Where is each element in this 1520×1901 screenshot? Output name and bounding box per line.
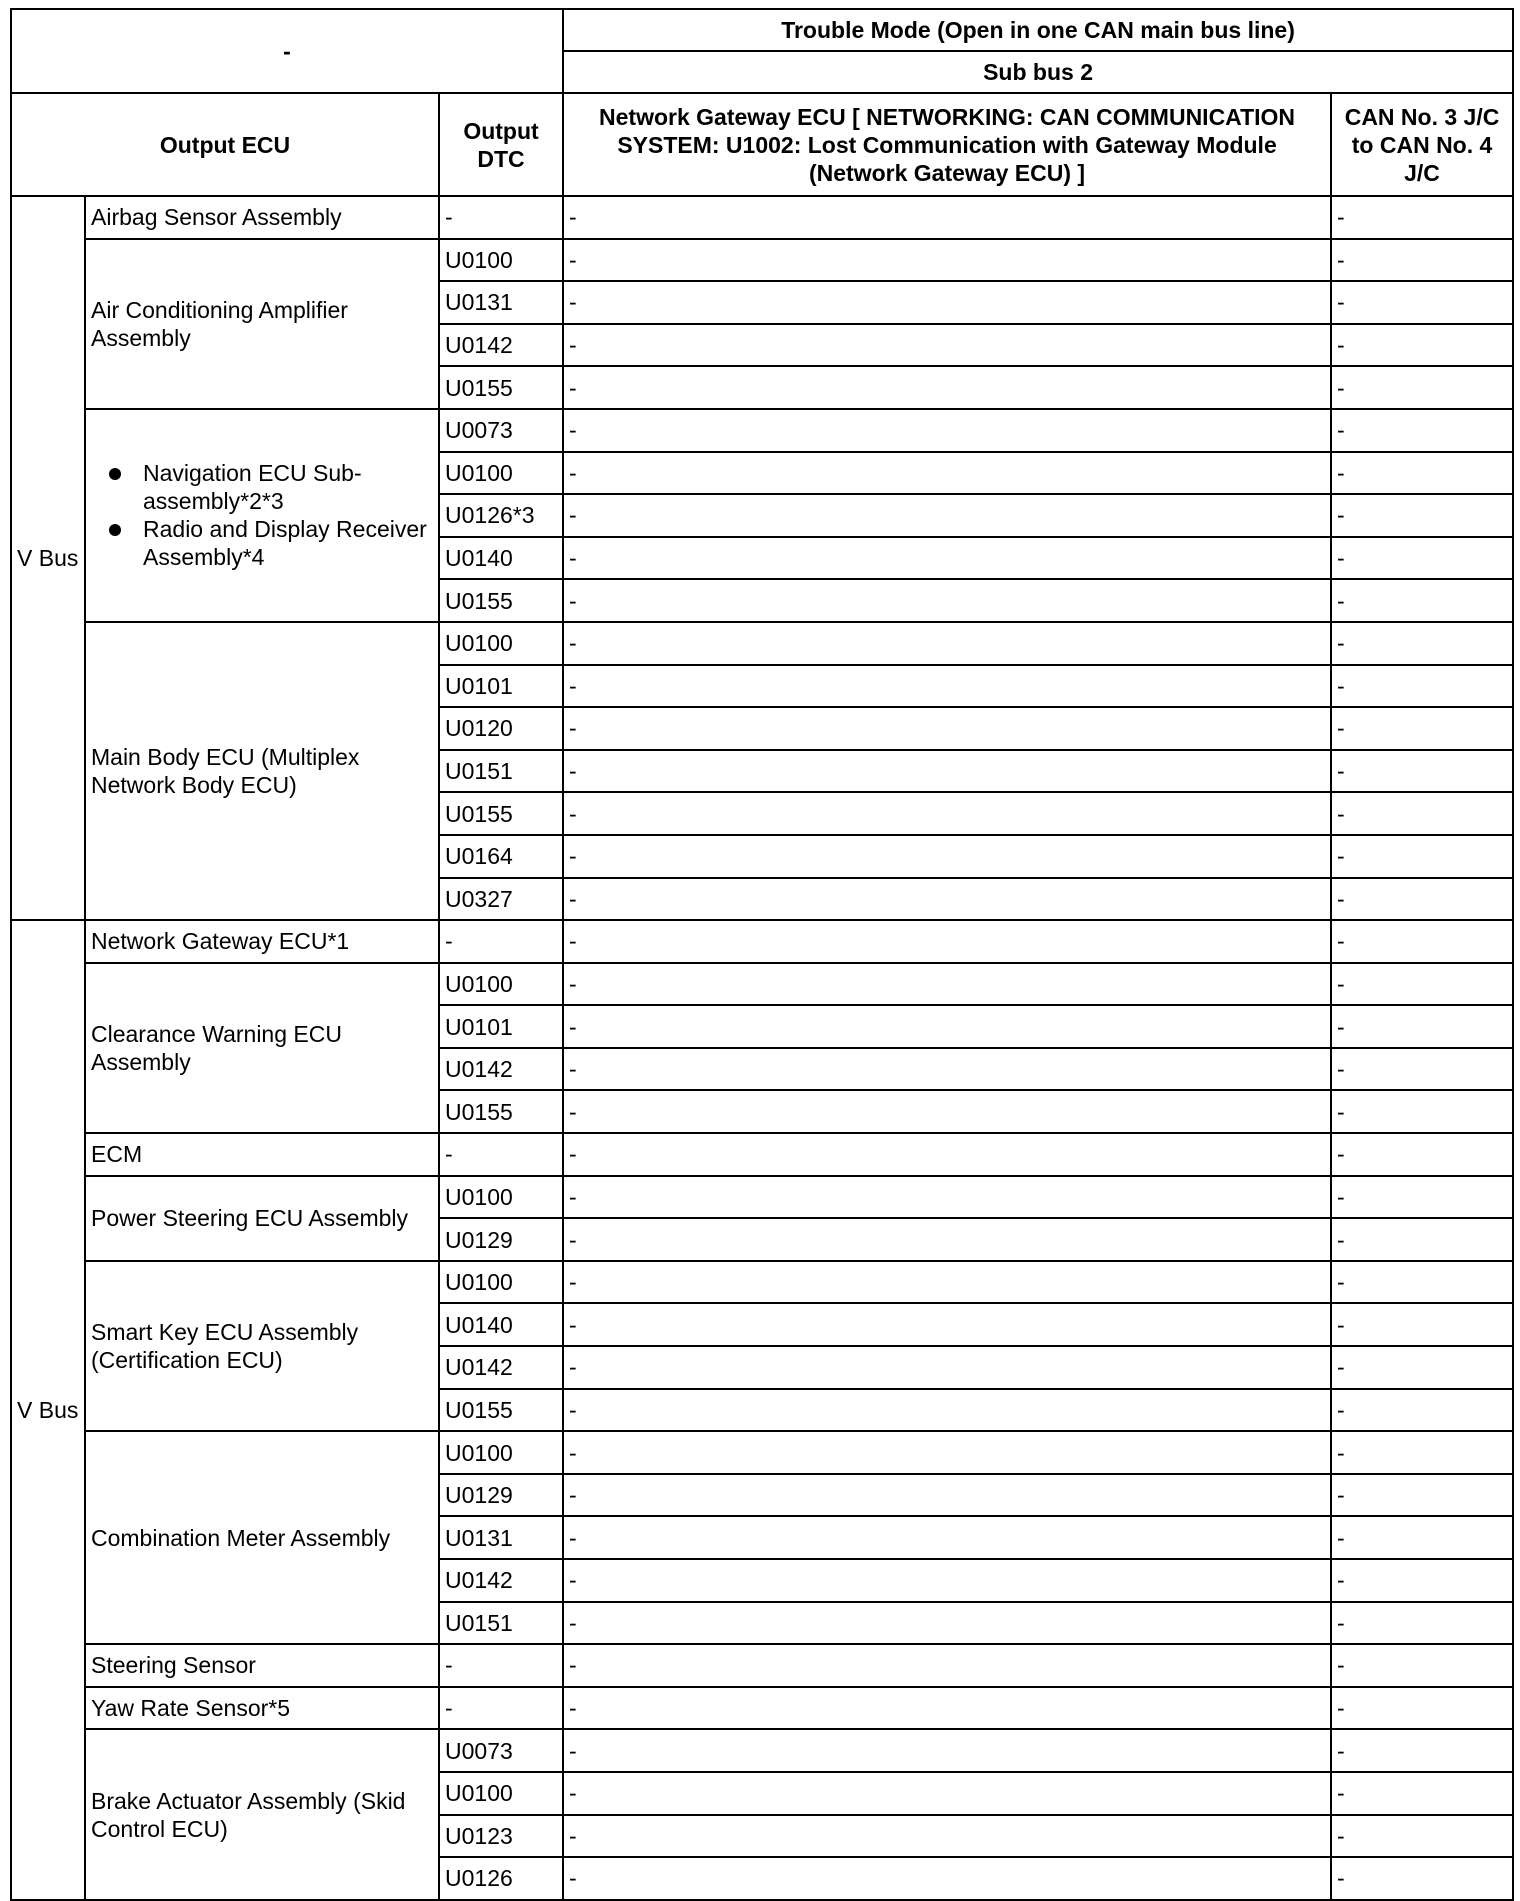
table-row	[11, 409, 1513, 452]
output-ecu-header: Output ECU	[11, 93, 439, 196]
can-cell: -	[1331, 196, 1513, 239]
table-row	[11, 920, 1513, 963]
can-cell: -	[1331, 239, 1513, 282]
gateway-cell: -	[563, 537, 1331, 580]
can-cell: -	[1331, 1261, 1513, 1304]
dtc-cell: -	[439, 196, 563, 239]
gateway-cell: -	[563, 1602, 1331, 1645]
trouble-mode-table	[10, 8, 1514, 1901]
dtc-cell: U0155	[439, 366, 563, 409]
dtc-cell: U0100	[439, 622, 563, 665]
dtc-cell: U0126*3	[439, 494, 563, 537]
bullet-icon	[109, 524, 121, 536]
can-cell: -	[1331, 707, 1513, 750]
table-row	[11, 1176, 1513, 1219]
can-cell: -	[1331, 878, 1513, 921]
dtc-cell: U0073	[439, 1729, 563, 1772]
dtc-cell: U0129	[439, 1474, 563, 1517]
gateway-cell: -	[563, 1303, 1331, 1346]
ecu-name: Power Steering ECU Assembly	[85, 1176, 439, 1261]
can-cell: -	[1331, 1815, 1513, 1858]
can-cell: -	[1331, 1474, 1513, 1517]
gateway-cell: -	[563, 707, 1331, 750]
corner-cell: -	[11, 9, 563, 93]
dtc-cell: -	[439, 1644, 563, 1687]
ecu-list-item-label: Radio and Display Receiver Assembly*4	[143, 516, 427, 571]
dtc-cell: U0123	[439, 1815, 563, 1858]
gateway-cell: -	[563, 1729, 1331, 1772]
can-cell: -	[1331, 1602, 1513, 1645]
ecu-name: Brake Actuator Assembly (Skid Control ECU)	[85, 1729, 439, 1899]
ecu-name: Air Conditioning Amplifier Assembly	[85, 239, 439, 409]
gateway-cell: -	[563, 1772, 1331, 1815]
table-row	[11, 196, 1513, 239]
gateway-cell: -	[563, 1857, 1331, 1900]
can-no3-header: CAN No. 3 J/C to CAN No. 4 J/C	[1331, 93, 1513, 196]
ecu-name: Steering Sensor	[85, 1644, 439, 1687]
dtc-cell: U0126	[439, 1857, 563, 1900]
gateway-cell: -	[563, 622, 1331, 665]
can-cell: -	[1331, 1431, 1513, 1474]
gateway-cell: -	[563, 1389, 1331, 1432]
dtc-cell: -	[439, 1687, 563, 1730]
table-row	[11, 1729, 1513, 1772]
table-row	[11, 1687, 1513, 1730]
dtc-cell: U0142	[439, 1048, 563, 1091]
can-cell: -	[1331, 1090, 1513, 1133]
table-row	[11, 1133, 1513, 1176]
ecu-list-item	[109, 459, 433, 515]
can-cell: -	[1331, 1644, 1513, 1687]
table-row	[11, 1431, 1513, 1474]
dtc-cell: U0100	[439, 1772, 563, 1815]
gateway-cell: -	[563, 1090, 1331, 1133]
gateway-cell: -	[563, 963, 1331, 1006]
can-cell: -	[1331, 1772, 1513, 1815]
gateway-cell: -	[563, 281, 1331, 324]
gateway-cell: -	[563, 792, 1331, 835]
dtc-cell: U0100	[439, 1176, 563, 1219]
dtc-cell: U0142	[439, 1346, 563, 1389]
dtc-cell: U0101	[439, 665, 563, 708]
table-row	[11, 1261, 1513, 1304]
gateway-cell: -	[563, 1133, 1331, 1176]
can-cell: -	[1331, 452, 1513, 495]
ecu-name	[85, 409, 439, 622]
can-cell: -	[1331, 1005, 1513, 1048]
header-row-1	[11, 9, 1513, 51]
ecu-name: Main Body ECU (Multiplex Network Body ECU)	[85, 622, 439, 920]
dtc-cell: -	[439, 1133, 563, 1176]
gateway-cell: -	[563, 1176, 1331, 1219]
dtc-cell: U0073	[439, 409, 563, 452]
dtc-cell: U0142	[439, 1559, 563, 1602]
table-row	[11, 1644, 1513, 1687]
dtc-cell: U0155	[439, 579, 563, 622]
gateway-cell: -	[563, 1005, 1331, 1048]
gateway-cell: -	[563, 1559, 1331, 1602]
dtc-cell: U0101	[439, 1005, 563, 1048]
gateway-cell: -	[563, 1474, 1331, 1517]
gateway-cell: -	[563, 1261, 1331, 1304]
gateway-cell: -	[563, 1644, 1331, 1687]
dtc-cell: U0164	[439, 835, 563, 878]
trouble-mode-header: Trouble Mode (Open in one CAN main bus line)	[563, 9, 1513, 51]
header-row-3	[11, 93, 1513, 196]
gateway-cell: -	[563, 878, 1331, 921]
ecu-list-item	[109, 515, 433, 571]
dtc-cell: U0151	[439, 1602, 563, 1645]
output-dtc-header: Output DTC	[439, 93, 563, 196]
dtc-cell: U0140	[439, 1303, 563, 1346]
dtc-cell: U0327	[439, 878, 563, 921]
can-cell: -	[1331, 835, 1513, 878]
gateway-cell: -	[563, 1516, 1331, 1559]
dtc-cell: U0100	[439, 1431, 563, 1474]
can-cell: -	[1331, 1346, 1513, 1389]
bus-label: V Bus	[11, 196, 85, 920]
can-cell: -	[1331, 1559, 1513, 1602]
dtc-cell: U0100	[439, 1261, 563, 1304]
gateway-cell: -	[563, 366, 1331, 409]
ecu-name: Airbag Sensor Assembly	[85, 196, 439, 239]
table-row	[11, 622, 1513, 665]
can-cell: -	[1331, 281, 1513, 324]
table-row	[11, 239, 1513, 282]
can-cell: -	[1331, 1857, 1513, 1900]
can-cell: -	[1331, 1176, 1513, 1219]
ecu-list-item-label: Navigation ECU Sub-assembly*2*3	[143, 460, 362, 515]
table-body	[11, 9, 1513, 1900]
can-cell: -	[1331, 366, 1513, 409]
dtc-cell: U0129	[439, 1218, 563, 1261]
can-cell: -	[1331, 1218, 1513, 1261]
ecu-name: Combination Meter Assembly	[85, 1431, 439, 1644]
can-cell: -	[1331, 537, 1513, 580]
dtc-cell: U0100	[439, 452, 563, 495]
can-cell: -	[1331, 963, 1513, 1006]
gateway-cell: -	[563, 1346, 1331, 1389]
ecu-list	[91, 459, 433, 571]
gateway-cell: -	[563, 494, 1331, 537]
gateway-cell: -	[563, 835, 1331, 878]
dtc-cell: U0155	[439, 1090, 563, 1133]
can-cell: -	[1331, 665, 1513, 708]
gateway-cell: -	[563, 409, 1331, 452]
dtc-cell: U0155	[439, 792, 563, 835]
can-cell: -	[1331, 1516, 1513, 1559]
network-gateway-header: Network Gateway ECU [ NETWORKING: CAN COMMUNICATION SYSTEM: U1002: Lost Communication with Gateway Module (Network Gateway ECU) ]	[563, 93, 1331, 196]
gateway-cell: -	[563, 324, 1331, 367]
table-row	[11, 963, 1513, 1006]
dtc-cell: U0155	[439, 1389, 563, 1432]
gateway-cell: -	[563, 1048, 1331, 1091]
can-cell: -	[1331, 792, 1513, 835]
can-cell: -	[1331, 579, 1513, 622]
gateway-cell: -	[563, 1687, 1331, 1730]
dtc-cell: U0140	[439, 537, 563, 580]
gateway-cell: -	[563, 750, 1331, 793]
gateway-cell: -	[563, 579, 1331, 622]
can-cell: -	[1331, 622, 1513, 665]
gateway-cell: -	[563, 239, 1331, 282]
ecu-name: Network Gateway ECU*1	[85, 920, 439, 963]
can-cell: -	[1331, 1389, 1513, 1432]
gateway-cell: -	[563, 1815, 1331, 1858]
dtc-cell: U0142	[439, 324, 563, 367]
gateway-cell: -	[563, 1431, 1331, 1474]
dtc-cell: U0131	[439, 1516, 563, 1559]
can-cell: -	[1331, 750, 1513, 793]
dtc-cell: U0120	[439, 707, 563, 750]
dtc-cell: U0151	[439, 750, 563, 793]
gateway-cell: -	[563, 1218, 1331, 1261]
sub-bus-header: Sub bus 2	[563, 51, 1513, 93]
gateway-cell: -	[563, 665, 1331, 708]
can-cell: -	[1331, 1687, 1513, 1730]
gateway-cell: -	[563, 196, 1331, 239]
dtc-cell: U0100	[439, 963, 563, 1006]
ecu-name: ECM	[85, 1133, 439, 1176]
ecu-name: Clearance Warning ECU Assembly	[85, 963, 439, 1133]
can-cell: -	[1331, 1303, 1513, 1346]
bullet-icon	[109, 468, 121, 480]
dtc-cell: U0131	[439, 281, 563, 324]
can-cell: -	[1331, 920, 1513, 963]
bus-label: V Bus	[11, 920, 85, 1900]
ecu-name: Smart Key ECU Assembly (Certification ECU)	[85, 1261, 439, 1431]
gateway-cell: -	[563, 920, 1331, 963]
can-cell: -	[1331, 409, 1513, 452]
gateway-cell: -	[563, 452, 1331, 495]
document	[10, 8, 1512, 1901]
can-cell: -	[1331, 494, 1513, 537]
dtc-cell: U0100	[439, 239, 563, 282]
dtc-cell: -	[439, 920, 563, 963]
can-cell: -	[1331, 1048, 1513, 1091]
ecu-name: Yaw Rate Sensor*5	[85, 1687, 439, 1730]
can-cell: -	[1331, 1729, 1513, 1772]
can-cell: -	[1331, 324, 1513, 367]
can-cell: -	[1331, 1133, 1513, 1176]
